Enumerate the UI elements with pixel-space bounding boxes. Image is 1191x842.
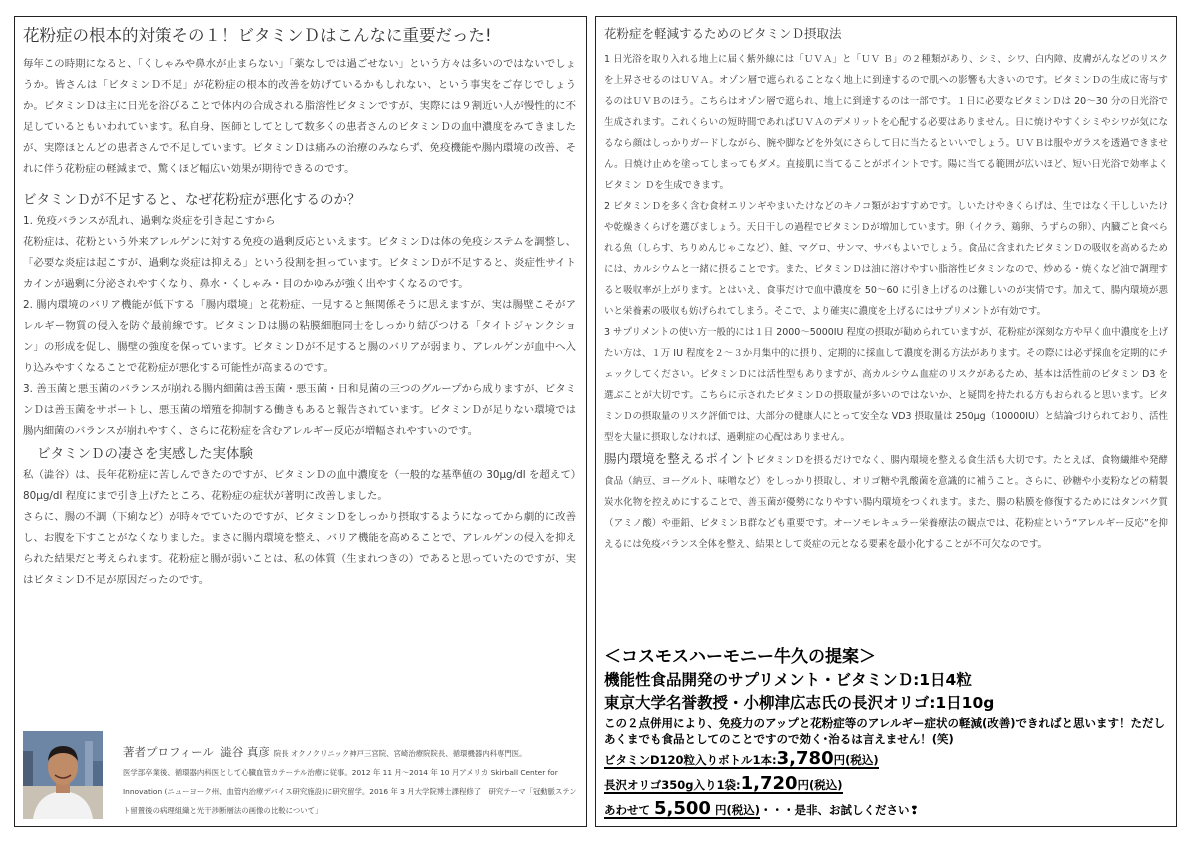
price-vitamin-d-label: ビタミンD120粒入りボトル1本: (604, 753, 777, 767)
section-heading-deficiency: ビタミンＤが不足すると、なぜ花粉症が悪化するのか？ (23, 192, 361, 208)
sunbathing-paragraph: 1 日光浴を取り入れる地上に届く紫外線には「ＵＶＡ」と「ＵＶ Ｂ」の２種類があり、シミ、シワ、白内障、皮膚がんなどのリスクを上昇させるのはＵＶＡ。オゾン層で遮られることなく地上に到達するので肌への影響も大きいのです。ビタミンＤの生成に寄与するのはＵＶＢのほう。こちらはオゾン層で遮られ、地上に到達するのは一部です。１日に必要なビタミンＤは 20～30 分の日光浴で生成されます。これくらいの短時間であればＵＶＡのデメリットを心配する必要はありません。日に焼けやすくシミやシワが気になるなら顔はしっかりガードしながら、腕や脚などを外気にさらして日に当たるといいでしょう。ＵＶＢは服やガラスを透過できません。日焼け止めを塗ってしまってもダメ。直接肌に当てることがポイントです。陽に当てる範囲が広いほど、短い日光浴で効率よくビタミン Ｄを生成できます。 (604, 54, 1168, 191)
yen-tax-label: 円(税込) (714, 803, 760, 817)
foods-paragraph: 2 ビタミンＤを多く含む食材エリンギやまいたけなどのキノコ類がおすすめです。しいたけやきくらげは、生ではなく干ししいたけや乾燥きくらげを選びましょう。天日干しの過程でビタミンＤが増加しています。卵（イクラ、鶏卵、うずらの卵）、内臓ごと食べられる魚（しらす、ちりめんじゃこなど）、鮭、マグロ、サンマ、サバもよいでしょう。食品に含まれたビタミンＤの吸収を高めるためには、カルシウムと一緒に摂ることです。また、ビタミンＤは油に溶けやすい脂溶性ビタミンなので、炒める・焼くなど油で調理すると吸収率が上がります。とはいえ、食事だけで血中濃度を 50～60 に引き上げるのは難しいのが実情です。加えて、腸内環境が悪いと栄養素の吸収も妨げられてしまう。そこで、より確実に濃度を上げるにはサプリメントが有効です。 (604, 201, 1168, 317)
gut-environment-paragraph (604, 448, 1168, 555)
experience-paragraph-1: 私（澁谷）は、長年花粉症に苦しんできたのですが、ビタミンＤの血中濃度を（一般的な基準値の 30μg/dl を超えて）80μg/dl 程度にまで引き上げたところ、花粉症の症状が著明に改善しました。 (23, 469, 576, 502)
author-career: 医学部卒業後、循環器内科医として心臓血管カテーテル治療に従事。2012 年 11 月～2014 年 10 月アメリカ Skirball Center for Innovation (ニューヨーク州、血管内治療デバイス研究施設)に研究留学。2016 年 3 月大学院博士課程修了 研究テーマ「冠動脈ステント留置後の病理組織と光干渉断層法の画像の比較について」 (123, 768, 577, 815)
reason3-paragraph: 3. 善玉菌と悪玉菌のバランスが崩れる腸内細菌は善玉菌・悪玉菌・日和見菌の三つのグループから成りますが、ビタミンＤは善玉菌をサポートし、悪玉菌の増殖を抑制する働きもあると報告されています。ビタミンＤが足りない環境では腸内細菌のバランスが崩れやすく、さらに花粉症を含むアレルギー反応が増幅されやすいのです。 (23, 383, 576, 437)
price-vitamin-d (604, 747, 1170, 772)
author-profile-text (123, 743, 583, 820)
promo-title: ＜コスモスハーモニー牛久の提案＞ (604, 647, 876, 667)
author-photo (23, 731, 103, 819)
author-affiliation: オクノクリニック神戸三宮院、宮崎治療院院長、循環機器内科専門医。 (291, 749, 527, 758)
experience-paragraph-2: さらに、腸の不調（下痢など）が時々でていたのですが、ビタミンＤをしっかり摂取するようになってから劇的に改善し、お腹を下すことがなくなりました。まさに腸内環境を整え、バリア機能を高めることで、アレルゲンの侵入を抑えられた結果だと考えられます。花粉症と腸が弱いことは、私の体質（生まれつきの）であると思っていたのですが、実はビタミンＤ不足が原因だったのです。 (23, 511, 576, 586)
price-total (604, 797, 1170, 822)
supplement-paragraph: 3 サプリメントの使い方一般的には１日 2000～5000IU 程度の摂取が勧められていますが、花粉症が深刻な方や早く血中濃度を上げたい方は、１万 IU 程度を２～３か月集中的に摂り、定期的に採血して濃度を測る方法があります。その際には必ず採血を定期的にチェックしてください。ビタミンＤには活性型もありますが、高カルシウム血症のリスクがあるため、基本は活性前のビタミン D3 を選ぶことが大切です。こちらに示されたビタミンＤの摂取量が多いのではないか、と疑問を持たれる方もおられると思います。ビタミンＤの摂取量のリスク評価では、大部分の健康人にとって安全な VD3 摂取量は 250μg（10000IU）と結論づけられており、活性型を大量に摂取しなければ、過剰症の心配はありません。 (604, 327, 1168, 443)
author-name: 澁谷 真彦 (220, 745, 270, 759)
author-profile (23, 731, 580, 821)
yen-tax-label: 円(税込) (797, 778, 843, 792)
right-article-panel (595, 16, 1177, 827)
price-total-label: あわせて (604, 803, 650, 817)
section-heading-experience: ビタミンＤの凄さを実感した実体験 (37, 446, 253, 462)
left-article-panel (14, 16, 587, 827)
gut-environment-heading: 腸内環境を整えるポイント (604, 451, 757, 466)
reason1-body: 花粉症は、花粉という外来アレルゲンに対する免疫の過剰反応といえます。ビタミンＤは体の免疫システムを調整し、「必要な炎症は起こすが、過剰な炎症は抑える」という役割を担っています。ビタミンＤが不足すると、炎症性サイトカインが過剰に分泌されやすくなり、鼻水・くしゃみ・目のかゆみが強く出やすくなるのです。 (23, 236, 576, 290)
promo-vitamin-d-dose: 機能性食品開発のサプリメント・ビタミンＤ:1日4粒 (604, 671, 972, 689)
intro-paragraph: 毎年この時期になると、「くしゃみや鼻水が止まらない」「薬なしでは過ごせない」という方々は多いのではないでしょうか。皆さんは「ビタミンＤ不足」が花粉症の根本的改善を妨げているかもしれない、という事実をご存じでしょうか。ビタミンＤは主に日光を浴びることで体内の合成される脂溶性ビタミンですが、実際には９割近い人が慢性的に不足しているともいわれています。私自身、医師としてとして数多くの患者さんのビタミンＤの血中濃度をみてきましたが、実際ほとんどの患者さんで不足しています。ビタミンＤは痛みの治療のみならず、免疫機能や腸内環境の改善、それに伴う花粉症の軽減まで、驚くほど幅広い効果が期待できるのです。 (23, 58, 576, 175)
price-vitamin-d-value: 3,780 (776, 748, 834, 769)
promo-description: この２点併用により、免疫力のアップと花粉症等のアレルギー症状の軽減(改善)できればと思います！ただしあくまでも食品としてのことですので効く･治るは言えません！(笑) (604, 716, 1165, 746)
yen-tax-label: 円(税込) (833, 753, 879, 767)
gut-environment-body: ビタミンＤを摂るだけでなく、腸内環境を整える食生活も大切です。たとえば、食物繊維や発酵食品（納豆、ヨーグルト、味噌など）をしっかり摂取し、オリゴ糖や乳酸菌を意識的に補うこと。さらに、砂糖や小麦粉などの精製炭水化物を控えめにすることで、善玉菌が優勢になりやすい腸内環境をつくれます。また、腸の粘膜を修復するためにはタンパク質（アミノ酸）や亜鉛、ビタミンＢ群なども重要です。オーソモレキュラー栄養療法の観点では、花粉症という“アレルギー反応”を抑えるには免疫バランス全体を整え、結果として炎症の元となる要素を最小化することが不可欠なのです。 (604, 455, 1168, 550)
price-oligo-value: 1,720 (740, 773, 798, 794)
author-role: 院長 (273, 749, 289, 758)
price-oligo (604, 772, 1170, 797)
price-total-value: 5,500 (654, 798, 711, 819)
intake-method-title: 花粉症を軽減するためのビタミンＤ摂取法 (604, 26, 842, 41)
profile-label: 著者プロフィール (123, 745, 214, 759)
promo-oligo-dose: 東京大学名誉教授・小柳津広志氏の長沢オリゴ:1日10g (604, 694, 995, 712)
article-title: 花粉症の根本的対策その１！ビタミンＤはこんなに重要だった! (23, 26, 492, 45)
promotion-block (604, 645, 1170, 822)
promo-closing: ・・・是非、お試しください❢ (759, 803, 920, 817)
price-oligo-label: 長沢オリゴ350g入り1袋: (604, 778, 741, 792)
reason1-title: 1. 免疫バランスが乱れ、過剰な炎症を引き起こすから (23, 215, 276, 227)
reason2-paragraph: 2. 腸内環境のバリア機能が低下する「腸内環境」と花粉症、一見すると無関係そうに思えますが、実は腸壁こそがアレルギー物質の侵入を防ぐ最前線です。ビタミンＤは腸の粘膜細胞同士をしっかり結びつける「タイトジャンクション」の形成を促し、腸壁の強度を保っています。ビタミンＤが不足すると腸のバリアが弱まり、アレルゲンが血中へ入り込みやすくなることで花粉症が悪化する可能性が高まるのです。 (23, 299, 576, 374)
